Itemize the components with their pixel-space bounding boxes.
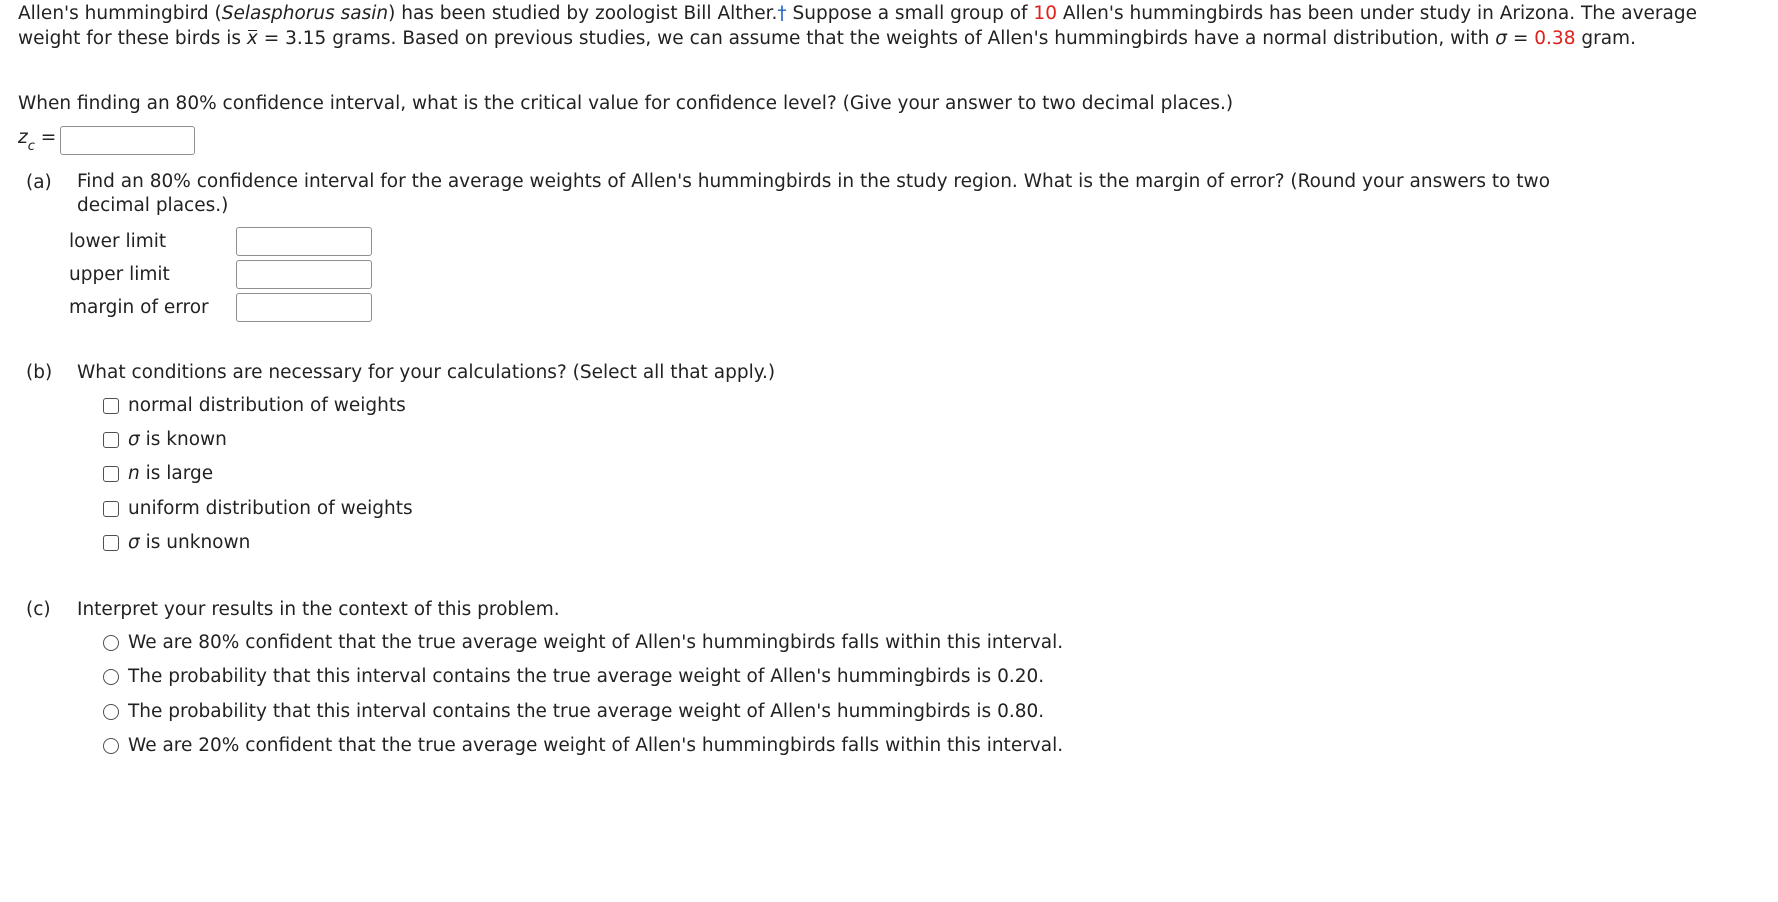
- upper-limit-input[interactable]: [236, 260, 372, 289]
- margin-of-error-row: [69, 293, 372, 322]
- critical-value-question: When finding an 80% confidence interval, what is the critical value for confidence level? (Give your answer to two decimal places.): [18, 93, 1234, 114]
- zc-input[interactable]: [60, 126, 195, 155]
- part-c-letter: (c): [26, 599, 51, 620]
- checkbox[interactable]: [103, 432, 119, 448]
- interpretation-option-2[interactable]: [103, 664, 1044, 689]
- condition-sigma-unknown[interactable]: [103, 530, 250, 555]
- condition-symbol: σ: [128, 429, 140, 450]
- interpretation-label: The probability that this interval contains the true average weight of Allen's hummingbirds is 0.80.: [128, 701, 1045, 722]
- upper-limit-label: upper limit: [69, 264, 170, 285]
- interpretation-label: We are 20% confident that the true average weight of Allen's hummingbirds falls within this interval.: [128, 735, 1064, 756]
- part-c-question: Interpret your results in the context of this problem.: [77, 599, 560, 620]
- xbar-symbol: x: [247, 27, 258, 52]
- condition-normal-distribution[interactable]: [103, 393, 406, 418]
- interpretation-option-3[interactable]: [103, 699, 1044, 724]
- condition-label: normal distribution of weights: [128, 395, 406, 416]
- zc-label: [18, 125, 60, 157]
- interpretation-label: The probability that this interval contains the true average weight of Allen's hummingbirds is 0.20.: [128, 666, 1045, 687]
- footnote-link[interactable]: †: [777, 3, 787, 24]
- intro-text-6: =: [1507, 27, 1535, 49]
- intro-text-3: Suppose a small group of: [786, 3, 1034, 24]
- sigma-symbol: σ: [1495, 27, 1508, 49]
- checkbox[interactable]: [103, 466, 119, 482]
- part-a-question: Find an 80% confidence interval for the average weights of Allen's hummingbirds in the study region. What is the margin of error? (Round your answers to two decimal places.): [77, 171, 1551, 216]
- condition-symbol: n: [128, 463, 140, 484]
- condition-uniform-distribution[interactable]: [103, 496, 413, 521]
- interpretation-label: We are 80% confident that the true average weight of Allen's hummingbirds falls within this interval.: [128, 632, 1064, 653]
- part-b-question: What conditions are necessary for your calculations? (Select all that apply.): [77, 362, 776, 383]
- sigma-value: 0.38: [1534, 27, 1576, 49]
- lower-limit-row: [69, 227, 372, 256]
- radio-button[interactable]: [103, 704, 119, 720]
- species-name: Selasphorus sasin: [221, 3, 389, 24]
- intro-text-5: = 3.15 grams. Based on previous studies, we can assume that the weights of Allen's hummingbirds have a normal distribution, with: [257, 27, 1496, 49]
- radio-button[interactable]: [103, 635, 119, 651]
- condition-label: uniform distribution of weights: [128, 498, 413, 519]
- checkbox[interactable]: [103, 398, 119, 414]
- margin-of-error-input[interactable]: [236, 293, 372, 322]
- condition-n-large[interactable]: [103, 461, 213, 486]
- lower-limit-input[interactable]: [236, 227, 372, 256]
- intro-text-7: gram.: [1575, 27, 1636, 49]
- condition-sigma-known[interactable]: [103, 427, 227, 452]
- checkbox[interactable]: [103, 535, 119, 551]
- intro-text-1: Allen's hummingbird (: [18, 3, 222, 24]
- part-a-letter: (a): [26, 172, 52, 193]
- zc-z: z: [18, 127, 28, 148]
- critical-value-row: [18, 125, 195, 157]
- sample-size-value: 10: [1033, 3, 1057, 24]
- condition-label: is known: [139, 429, 227, 450]
- condition-symbol: σ: [128, 532, 140, 553]
- interpretation-option-4[interactable]: [103, 733, 1063, 758]
- problem-intro: [18, 2, 1758, 51]
- checkbox[interactable]: [103, 501, 119, 517]
- interpretation-option-1[interactable]: [103, 630, 1063, 655]
- radio-button[interactable]: [103, 669, 119, 685]
- upper-limit-row: [69, 260, 372, 289]
- condition-label: is unknown: [139, 532, 251, 553]
- part-b-letter: (b): [26, 362, 53, 383]
- intro-text-2: ) has been studied by zoologist Bill Alther.: [388, 3, 778, 24]
- intro-text-4: Allen's hummingbirds has been under study in Arizona. The average weight for these birds is: [18, 3, 1697, 49]
- condition-label: is large: [139, 463, 214, 484]
- zc-equals: =: [34, 127, 57, 148]
- margin-of-error-label: margin of error: [69, 297, 209, 318]
- zc-sub: c: [27, 138, 35, 154]
- lower-limit-label: lower limit: [69, 231, 167, 252]
- radio-button[interactable]: [103, 738, 119, 754]
